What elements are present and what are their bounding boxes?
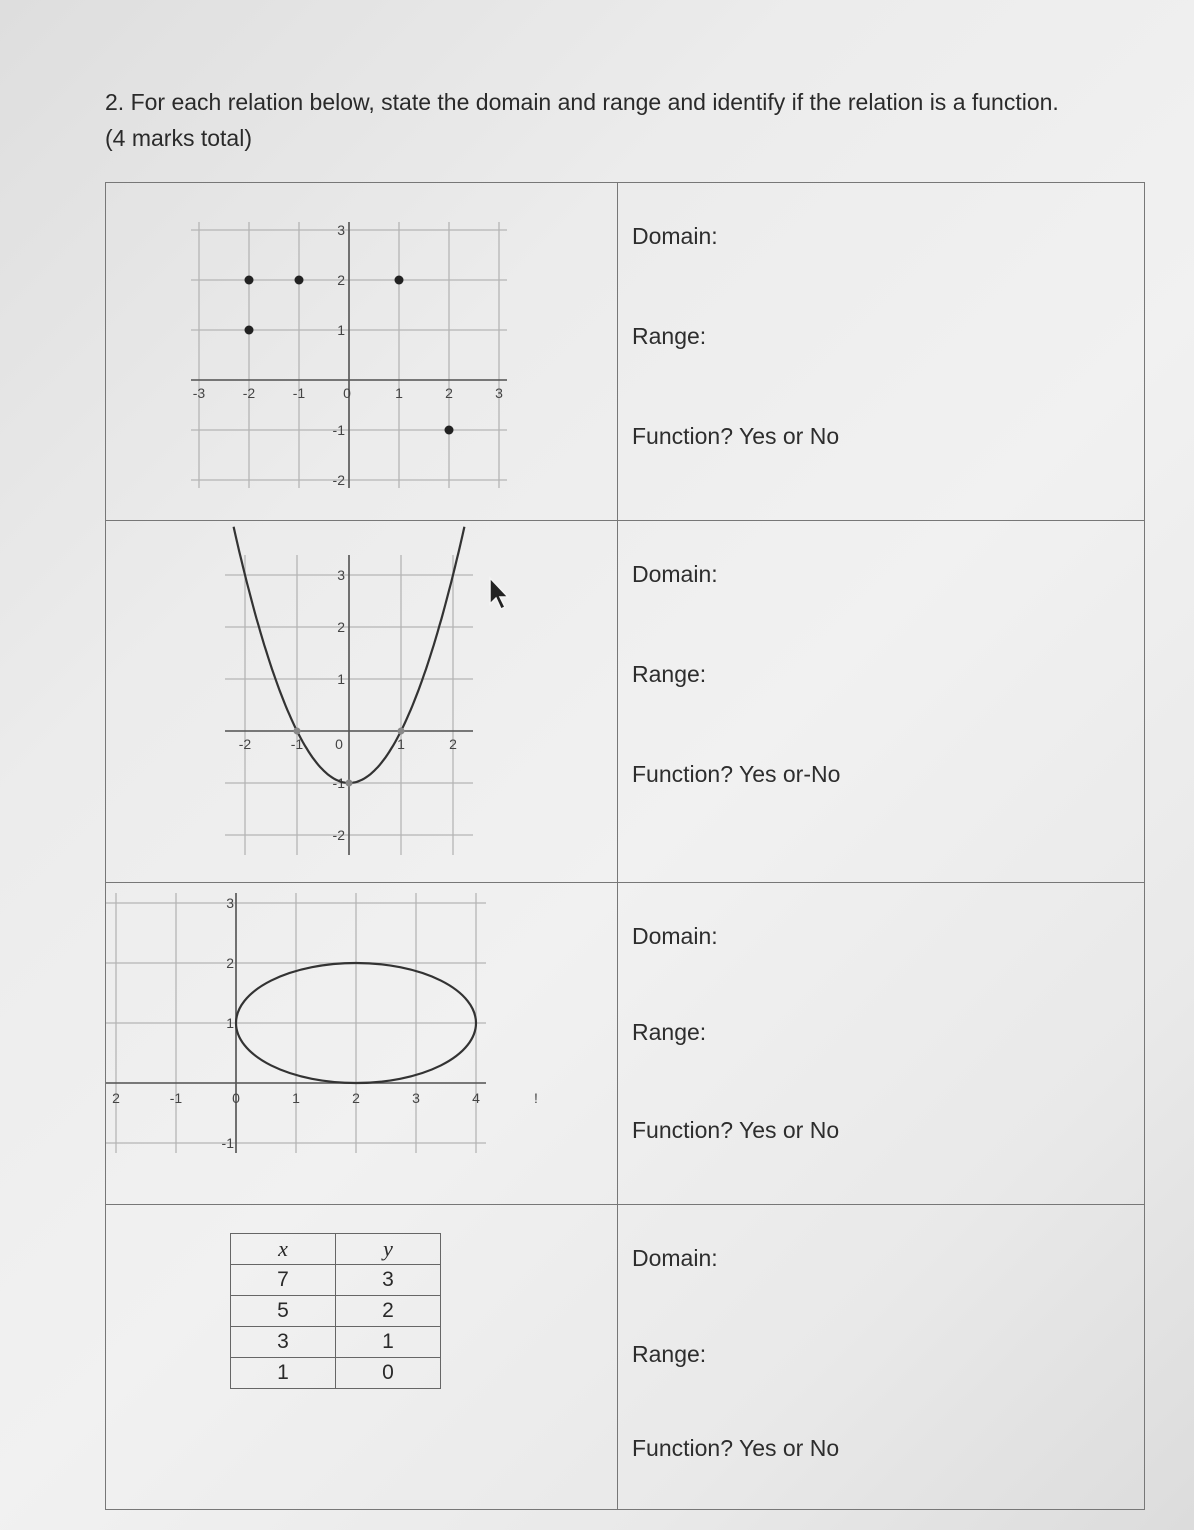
question-number: 2.	[105, 89, 125, 115]
y-header: y	[336, 1234, 441, 1265]
relation-table-cell	[106, 1205, 618, 1509]
range-label: Range:	[632, 1019, 707, 1045]
tick-label: -1	[290, 736, 304, 752]
answer-cell	[618, 521, 1144, 882]
tick-label: 0	[232, 1090, 240, 1106]
x-cell: 5	[231, 1296, 336, 1327]
tick-label: 3	[495, 385, 503, 401]
intercept-point	[398, 728, 405, 735]
tick-label: 2	[352, 1090, 360, 1106]
data-point	[245, 326, 254, 335]
tick-label: 3	[226, 895, 234, 911]
relation-row-3	[106, 883, 1144, 1205]
data-point	[395, 276, 404, 285]
relation-graph-cell	[106, 183, 618, 520]
tick-label: 0	[343, 385, 351, 401]
tick-label: 1	[292, 1090, 300, 1106]
tick-label: 1	[337, 322, 345, 338]
function-label: Function? Yes or No	[632, 423, 840, 449]
table-row	[231, 1296, 441, 1327]
tick-label: 2	[445, 385, 453, 401]
answer-cell	[618, 1205, 1144, 1509]
relation-row-2	[106, 521, 1144, 883]
tick-label: -1	[221, 1135, 234, 1151]
domain-label: Domain:	[632, 223, 718, 249]
tick-label: -2	[242, 385, 256, 401]
tick-label: -2	[332, 827, 345, 843]
tick-label: -2	[238, 736, 252, 752]
tick-label: 1	[337, 671, 345, 687]
tick-label: 1	[397, 736, 405, 752]
tick-label: -3	[192, 385, 206, 401]
table-row	[231, 1327, 441, 1358]
tick-label: -1	[292, 385, 306, 401]
table-row	[231, 1358, 441, 1389]
y-cell: 0	[336, 1358, 441, 1389]
y-cell: 2	[336, 1296, 441, 1327]
x-header: x	[231, 1234, 336, 1265]
data-point	[445, 426, 454, 435]
question-text	[105, 84, 1165, 156]
answer-cell	[618, 183, 1144, 520]
answer-cell	[618, 883, 1144, 1204]
tick-label: -1	[332, 422, 345, 438]
intercept-point	[294, 728, 301, 735]
x-cell: 3	[231, 1327, 336, 1358]
question-marks: (4 marks total)	[105, 125, 252, 151]
tick-label: !	[534, 1090, 538, 1106]
data-point	[295, 276, 304, 285]
parabola-graph	[106, 521, 616, 881]
tick-label: 0	[335, 736, 343, 752]
tick-label: 1	[395, 385, 403, 401]
table-row	[231, 1265, 441, 1296]
domain-label: Domain:	[632, 1245, 718, 1271]
tick-label: 2	[449, 736, 457, 752]
intercept-point	[346, 780, 353, 787]
mouse-cursor-icon	[488, 576, 514, 614]
scatter-graph	[106, 183, 616, 519]
tick-label: -1	[169, 1090, 183, 1106]
relation-row-1	[106, 183, 1144, 521]
tick-label: -2	[332, 472, 345, 488]
tick-label: 4	[472, 1090, 480, 1106]
domain-label: Domain:	[632, 561, 718, 587]
function-label: Function? Yes or No	[632, 1117, 840, 1143]
ellipse-graph	[106, 883, 616, 1203]
tick-label: 2	[337, 619, 345, 635]
relation-row-4	[106, 1205, 1144, 1509]
tick-label: 1	[226, 1015, 234, 1031]
data-point	[245, 276, 254, 285]
relations-table	[105, 182, 1145, 1510]
tick-label: 3	[337, 222, 345, 238]
relation-graph-cell	[106, 883, 618, 1204]
x-cell: 1	[231, 1358, 336, 1389]
tick-label: 3	[412, 1090, 420, 1106]
tick-label: 2	[337, 272, 345, 288]
y-cell: 3	[336, 1265, 441, 1296]
tick-label: 2	[226, 955, 234, 971]
relation-graph-cell	[106, 521, 618, 882]
domain-label: Domain:	[632, 923, 718, 949]
x-cell: 7	[231, 1265, 336, 1296]
range-label: Range:	[632, 1341, 707, 1367]
range-label: Range:	[632, 661, 707, 687]
tick-label: 3	[337, 567, 345, 583]
range-label: Range:	[632, 323, 707, 349]
tick-label: 2	[112, 1090, 120, 1106]
function-label: Function? Yes or-No	[632, 761, 841, 787]
function-label: Function? Yes or No	[632, 1435, 840, 1461]
y-cell: 1	[336, 1327, 441, 1358]
question-prompt: For each relation below, state the domain and range and identify if the relation is a function.	[130, 89, 1059, 115]
tick-label: -1	[332, 775, 345, 791]
xy-table	[230, 1233, 441, 1389]
